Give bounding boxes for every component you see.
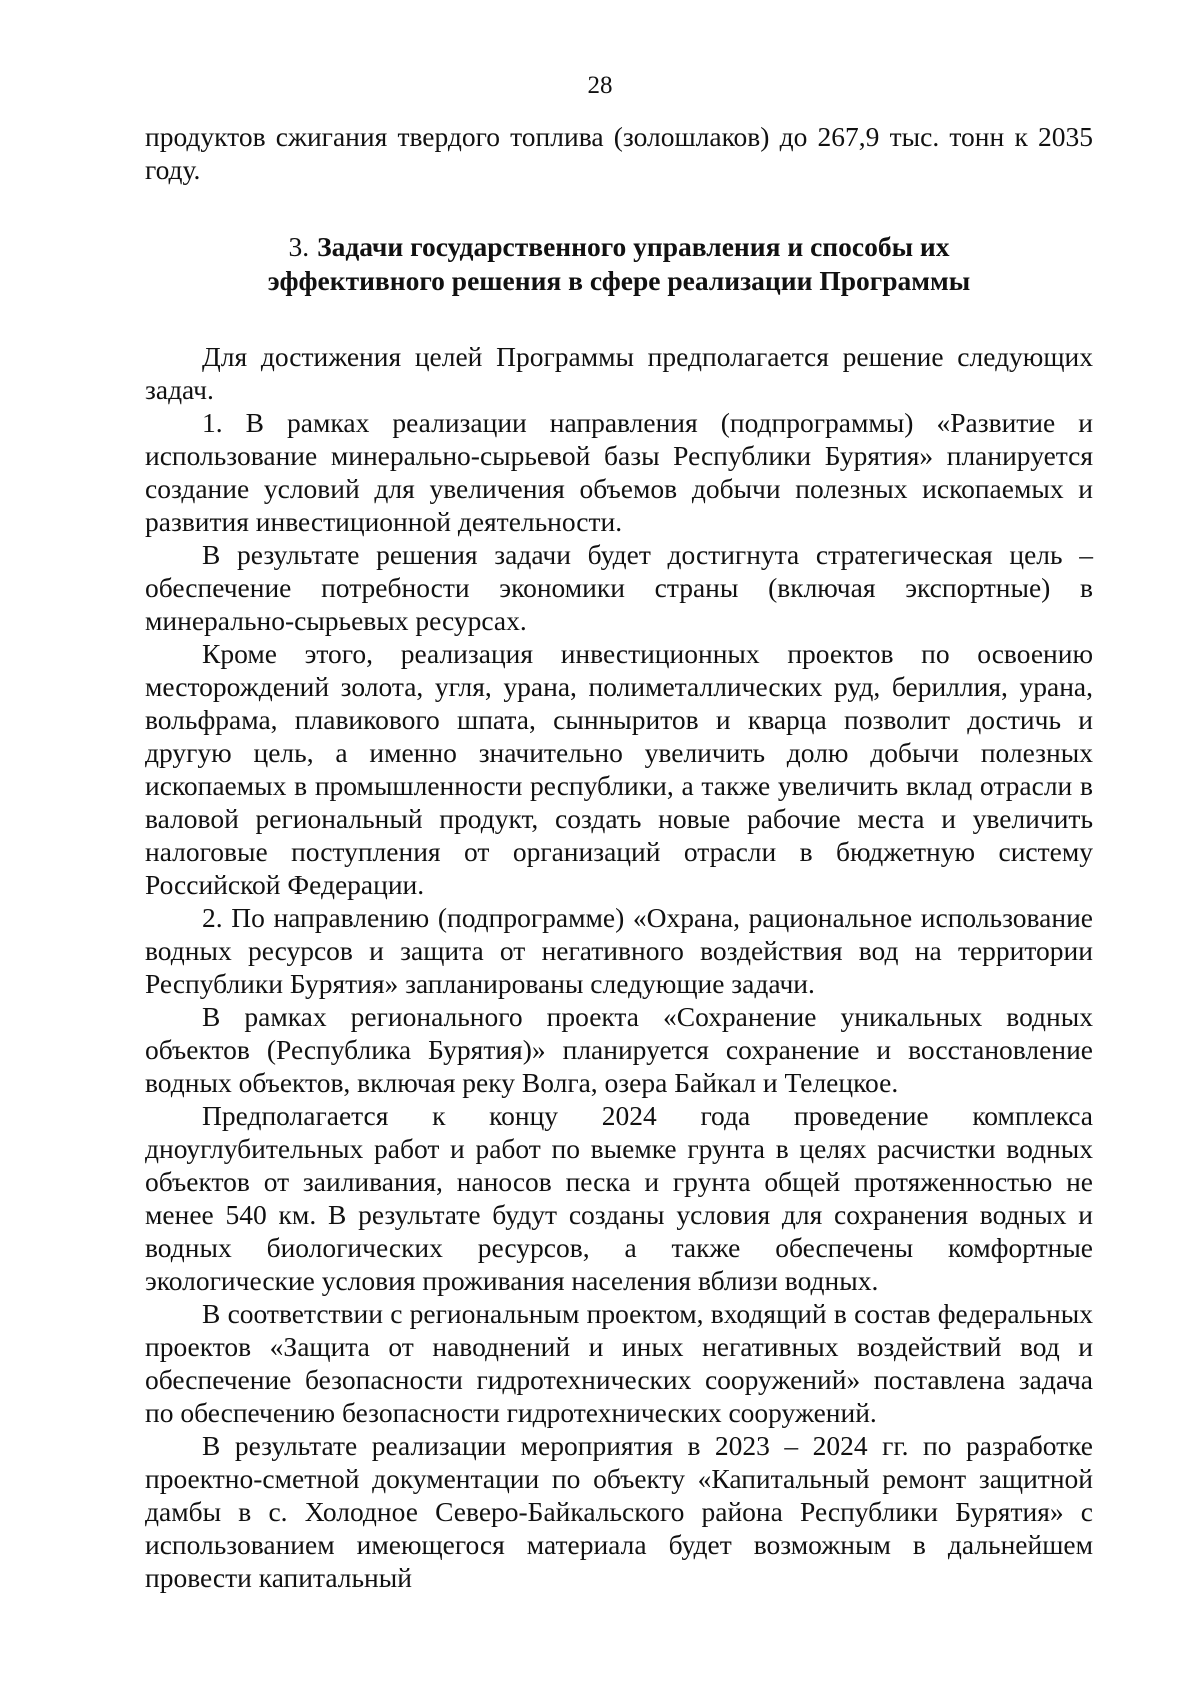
paragraph-task-2: 2. По направлению (подпрограмме) «Охрана, рациональное использование водных ресурсов и защита от негативного воздействия вод на территории Республики Бурятия» запланированы следующие задачи. [145,902,1093,999]
section-heading-line-1 [145,230,1093,264]
section-title-part-1: Задачи государственного управления и способы их [317,231,950,262]
paragraph-dam-repair: В результате реализации мероприятия в 2023 – 2024 гг. по разработке проектно-сметной документации по объекту «Капитальный ремонт защитной дамбы в с. Холодное Северо-Байкальского района Республики Бурятия» с использованием имеющегося материала будет возможным в дальнейшем провести капитальный [145,1430,1093,1593]
paragraph-continuation: продуктов сжигания твердого топлива (золошлаков) до 267,9 тыс. тонн к 2035 году. [145,121,1093,185]
paragraph-intro: Для достижения целей Программы предполагается решение следующих задач. [145,341,1093,405]
section-heading [145,230,1093,298]
document-body [145,120,1093,1594]
paragraph-investment-projects: Кроме этого, реализация инвестиционных проектов по освоению месторождений золота, угля, урана, полиметаллических руд, бериллия, урана, вольфрама, плавикового шпата, сынныритов и кварца позволит достичь и другую цель, а именно значительно увеличить долю добычи полезных ископаемых в промышленности республики, а также увеличить вклад отрасли в валовой региональный продукт, создать новые рабочие места и увеличить налоговые поступления от организаций отрасли в бюджетную систему Российской Федерации. [145,638,1093,900]
section-number: 3. [288,231,310,262]
paragraph-strategic-goal: В результате решения задачи будет достигнута стратегическая цель – обеспечение потребности экономики страны (включая экспортные) в минерально-сырьевых ресурсах. [145,539,1093,636]
paragraph-task-1: 1. В рамках реализации направления (подпрограммы) «Развитие и использование минерально-сырьевой базы Республики Бурятия» планируется создание условий для увеличения объемов добычи полезных ископаемых и развития инвестиционной деятельности. [145,407,1093,537]
paragraph-regional-project: В рамках регионального проекта «Сохранение уникальных водных объектов (Республика Бурятия)» планируется сохранение и восстановление водных объектов, включая реку Волга, озера Байкал и Телецкое. [145,1001,1093,1098]
section-title-part-2: эффективного решения в сфере реализации Программы [267,265,971,296]
page-number: 28 [587,72,613,99]
paragraph-dredging-works: Предполагается к концу 2024 года проведение комплекса дноуглубительных работ и работ по выемке грунта в целях расчистки водных объектов от заиливания, наносов песка и грунта общей протяженностью не менее 540 км. В результате будут созданы условия для сохранения водных и водных биологических ресурсов, а также обеспечены комфортные экологические условия проживания населения вблизи водных. [145,1100,1093,1296]
paragraph-flood-protection: В соответствии с региональным проектом, входящий в состав федеральных проектов «Защита от наводнений и иных негативных воздействий вод и обеспечение безопасности гидротехнических сооружений» поставлена задача по обеспечению безопасности гидротехнических сооружений. [145,1298,1093,1428]
